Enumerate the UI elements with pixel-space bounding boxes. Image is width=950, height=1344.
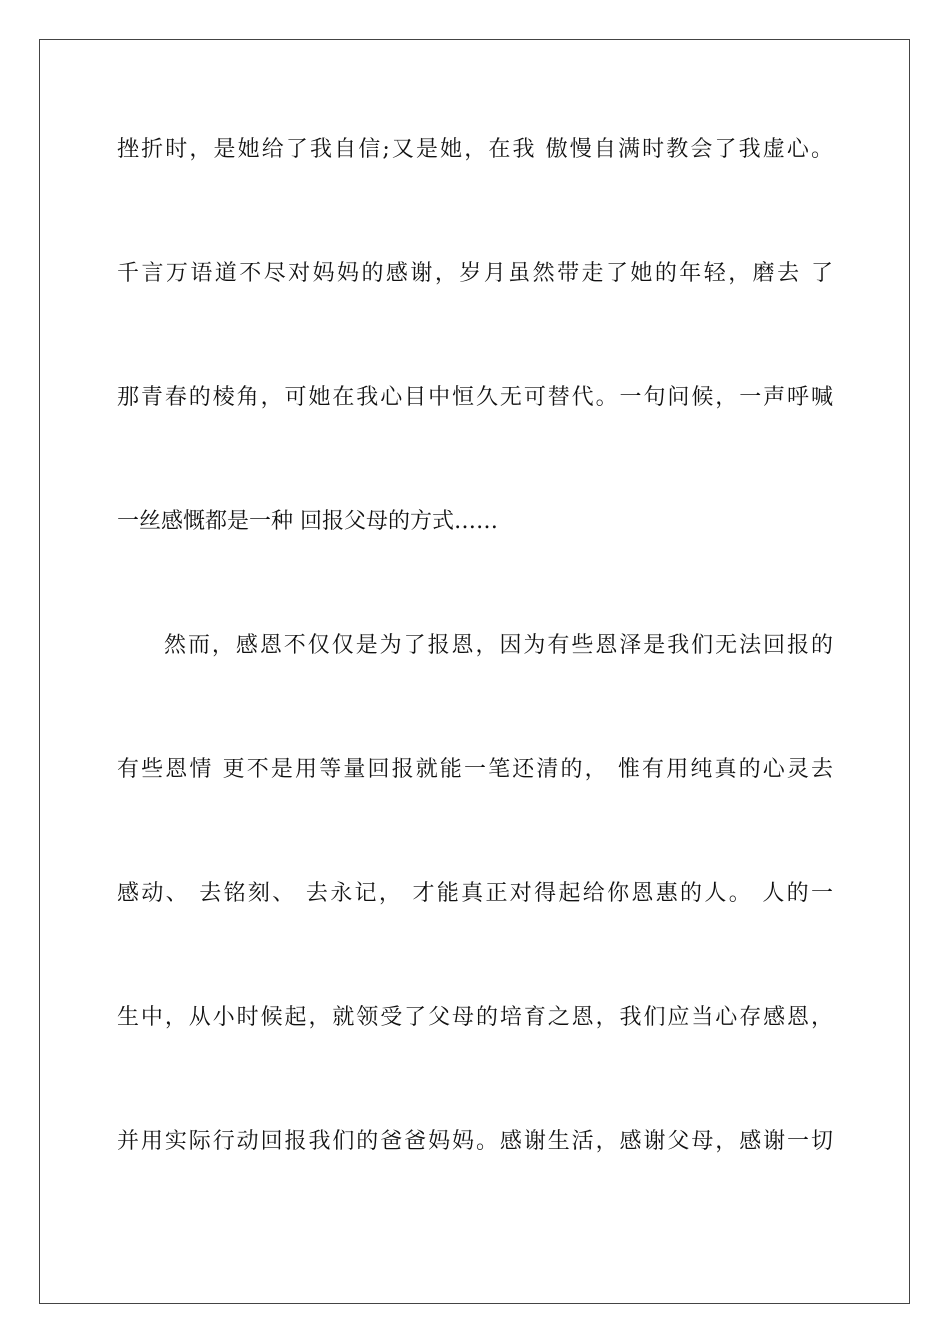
paragraph-first-line: 然而，感恩不仅仅是为了报恩，因为有些恩泽是我们无法回报的 xyxy=(164,633,833,658)
text-line: 挫折时，是她给了我自信;又是她，在我 傲慢自满时教会了我虚心。 xyxy=(117,137,833,162)
text-line: 那青春的棱角，可她在我心目中恒久无可替代。一句问候，一声呼喊 xyxy=(117,385,833,410)
text-line: 生中，从小时候起，就领受了父母的培育之恩，我们应当心存感恩， xyxy=(117,1005,833,1030)
text-line: 一丝感慨都是一种 回报父母的方式…… xyxy=(117,509,498,534)
text-line: 感动、 去铭刻、 去永记， 才能真正对得起给你恩惠的人。 人的一 xyxy=(117,881,833,906)
text-line: 千言万语道不尽对妈妈的感谢，岁月虽然带走了她的年轻，磨去 了 xyxy=(117,261,833,286)
text-line: 并用实际行动回报我们的爸爸妈妈。感谢生活，感谢父母，感谢一切 xyxy=(117,1129,833,1154)
text-line: 有些恩情 更不是用等量回报就能一笔还清的， 惟有用纯真的心灵去 xyxy=(117,757,833,782)
